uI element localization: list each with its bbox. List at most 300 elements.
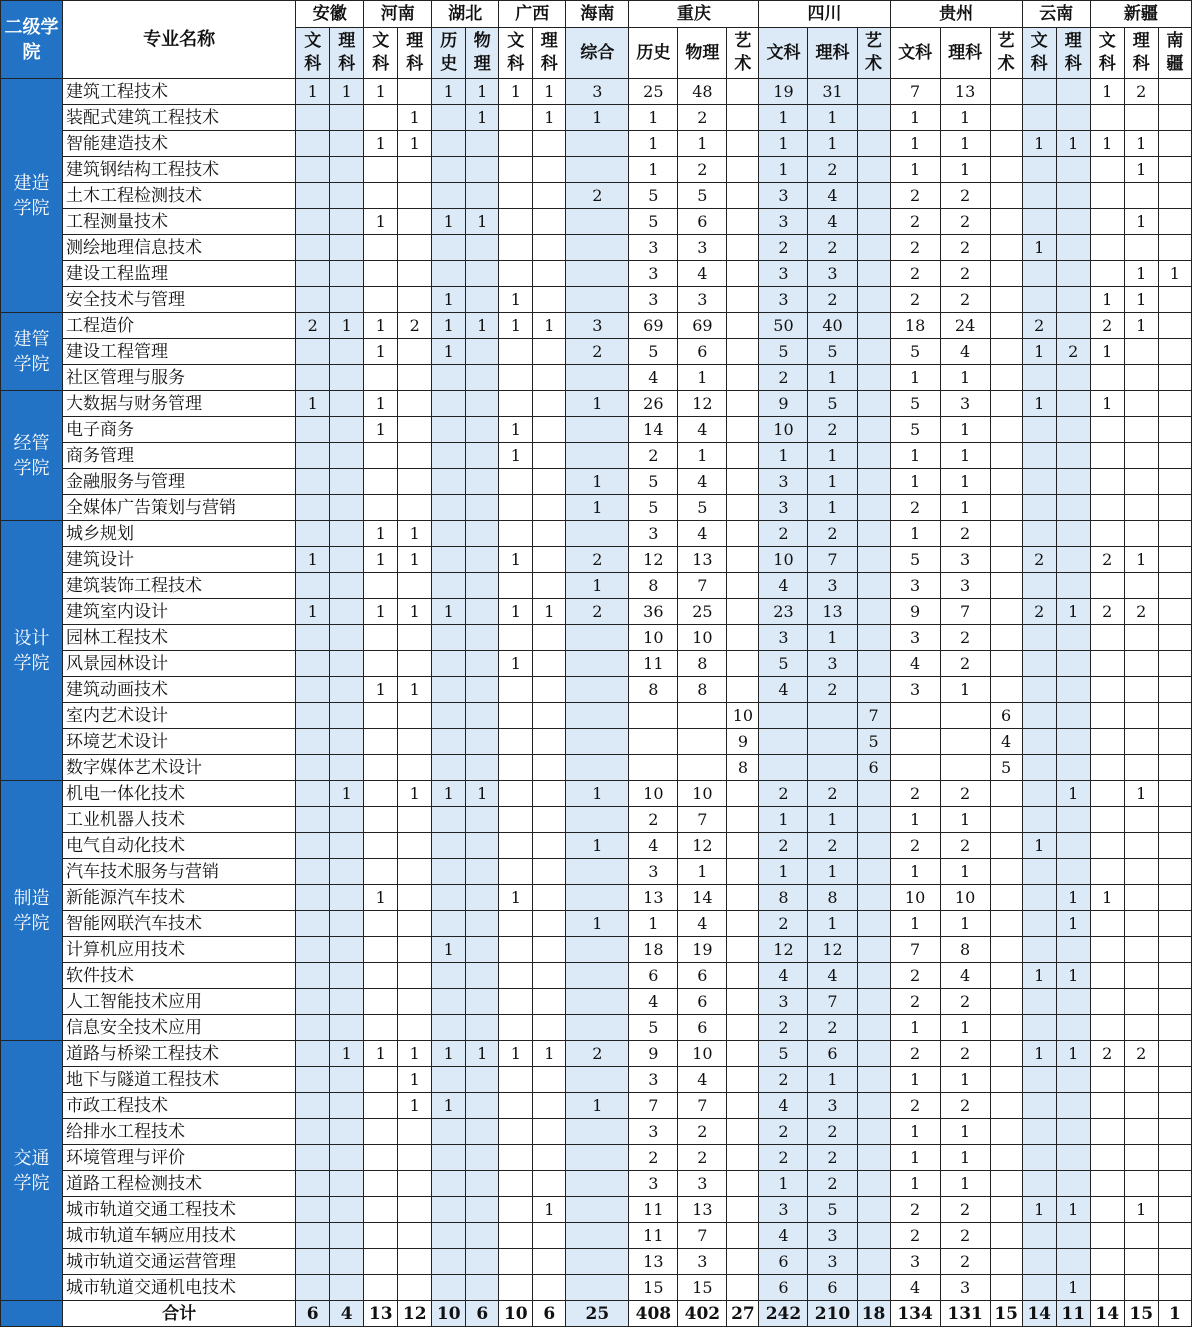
quota-cell [466, 833, 499, 859]
quota-cell [533, 1171, 566, 1197]
quota-cell [364, 1223, 398, 1249]
header-province: 湖北 [432, 1, 499, 28]
quota-cell: 8 [759, 885, 808, 911]
header-subject: 物理 [678, 28, 727, 79]
quota-cell: 1 [890, 521, 940, 547]
quota-cell: 4 [629, 365, 678, 391]
quota-cell: 1 [940, 105, 990, 131]
quota-cell [1124, 1223, 1158, 1249]
quota-cell [727, 1171, 759, 1197]
quota-cell: 1 [940, 807, 990, 833]
quota-cell [499, 131, 533, 157]
quota-cell: 1 [466, 209, 499, 235]
quota-cell [330, 105, 364, 131]
quota-cell: 3 [759, 183, 808, 209]
major-name: 安全技术与管理 [63, 287, 296, 313]
quota-cell [727, 105, 759, 131]
quota-cell [1158, 209, 1191, 235]
quota-cell [296, 807, 330, 833]
quota-cell: 5 [759, 651, 808, 677]
header-subject: 艺术 [727, 28, 759, 79]
quota-cell [499, 1093, 533, 1119]
major-name: 道路工程检测技术 [63, 1171, 296, 1197]
quota-cell: 1 [566, 833, 629, 859]
quota-cell: 3 [678, 1249, 727, 1275]
quota-cell [330, 625, 364, 651]
table-row [1, 1041, 1192, 1067]
quota-cell: 1 [1124, 1197, 1158, 1223]
quota-cell [466, 131, 499, 157]
total-cell: 14 [1022, 1301, 1056, 1327]
header-subject: 艺术 [990, 28, 1022, 79]
quota-cell [857, 313, 890, 339]
quota-cell [533, 1249, 566, 1275]
quota-cell [330, 729, 364, 755]
quota-cell: 5 [629, 495, 678, 521]
quota-cell [1090, 703, 1124, 729]
quota-cell [990, 261, 1022, 287]
quota-cell: 3 [890, 573, 940, 599]
quota-cell [466, 963, 499, 989]
total-cell: 11 [1056, 1301, 1090, 1327]
quota-cell: 1 [432, 209, 466, 235]
quota-cell [1158, 885, 1191, 911]
quota-cell [1022, 911, 1056, 937]
quota-cell: 4 [990, 729, 1022, 755]
quota-cell [466, 1119, 499, 1145]
quota-cell: 1 [432, 781, 466, 807]
quota-cell: 1 [566, 391, 629, 417]
quota-cell [1090, 521, 1124, 547]
quota-cell: 1 [398, 521, 432, 547]
quota-cell: 1 [398, 1041, 432, 1067]
quota-cell [330, 209, 364, 235]
table-row [1, 807, 1192, 833]
quota-cell: 7 [678, 573, 727, 599]
quota-cell [1022, 209, 1056, 235]
quota-cell [499, 339, 533, 365]
table-row [1, 963, 1192, 989]
major-name: 城乡规划 [63, 521, 296, 547]
quota-cell: 2 [759, 781, 808, 807]
quota-cell [1056, 1171, 1090, 1197]
quota-cell: 1 [890, 443, 940, 469]
major-name: 计算机应用技术 [63, 937, 296, 963]
quota-cell: 1 [398, 105, 432, 131]
quota-cell [857, 183, 890, 209]
quota-cell [398, 417, 432, 443]
quota-cell: 3 [759, 261, 808, 287]
quota-cell [1056, 469, 1090, 495]
quota-cell: 2 [940, 989, 990, 1015]
quota-cell: 1 [940, 365, 990, 391]
quota-cell [432, 131, 466, 157]
quota-cell [1158, 1093, 1191, 1119]
quota-cell [330, 989, 364, 1015]
table-row [1, 469, 1192, 495]
quota-cell [499, 1171, 533, 1197]
quota-cell: 1 [940, 1119, 990, 1145]
quota-cell: 1 [432, 339, 466, 365]
quota-cell [727, 79, 759, 105]
quota-cell: 1 [890, 1067, 940, 1093]
quota-cell [566, 365, 629, 391]
quota-cell [432, 963, 466, 989]
quota-cell [727, 183, 759, 209]
quota-cell [466, 859, 499, 885]
table-row [1, 833, 1192, 859]
quota-cell: 2 [1090, 313, 1124, 339]
quota-cell [727, 677, 759, 703]
major-name: 城市轨道交通机电技术 [63, 1275, 296, 1301]
quota-cell [857, 677, 890, 703]
quota-cell: 3 [678, 235, 727, 261]
total-cell: 15 [990, 1301, 1022, 1327]
quota-cell [857, 261, 890, 287]
quota-cell: 1 [466, 105, 499, 131]
quota-cell: 1 [1022, 235, 1056, 261]
quota-cell [566, 1223, 629, 1249]
quota-cell [296, 937, 330, 963]
quota-cell: 8 [940, 937, 990, 963]
quota-cell [1022, 1171, 1056, 1197]
quota-cell: 1 [940, 677, 990, 703]
quota-cell [364, 807, 398, 833]
quota-cell [1022, 261, 1056, 287]
quota-cell [533, 651, 566, 677]
quota-cell [727, 937, 759, 963]
quota-cell [1090, 1015, 1124, 1041]
quota-cell: 1 [890, 157, 940, 183]
header-province: 新疆 [1090, 1, 1191, 28]
quota-cell [857, 495, 890, 521]
quota-cell [1158, 833, 1191, 859]
quota-cell: 1 [432, 937, 466, 963]
quota-cell [330, 807, 364, 833]
quota-cell: 1 [566, 495, 629, 521]
quota-cell: 1 [296, 79, 330, 105]
quota-cell [727, 157, 759, 183]
quota-cell [432, 1119, 466, 1145]
quota-cell [857, 105, 890, 131]
quota-cell: 5 [890, 391, 940, 417]
quota-cell [533, 521, 566, 547]
quota-cell: 2 [1090, 1041, 1124, 1067]
quota-cell [398, 989, 432, 1015]
quota-cell: 1 [808, 105, 857, 131]
quota-cell: 7 [940, 599, 990, 625]
major-name: 装配式建筑工程技术 [63, 105, 296, 131]
quota-cell: 1 [364, 391, 398, 417]
quota-cell [398, 755, 432, 781]
quota-cell: 4 [629, 989, 678, 1015]
quota-cell: 2 [940, 833, 990, 859]
quota-cell: 5 [629, 183, 678, 209]
quota-cell: 8 [629, 573, 678, 599]
quota-cell [566, 287, 629, 313]
quota-cell: 3 [890, 625, 940, 651]
quota-cell [499, 183, 533, 209]
quota-cell [857, 859, 890, 885]
quota-cell: 1 [1090, 885, 1124, 911]
quota-cell: 2 [808, 677, 857, 703]
quota-cell [1022, 781, 1056, 807]
quota-cell [1056, 807, 1090, 833]
quota-cell: 2 [296, 313, 330, 339]
major-name: 汽车技术服务与营销 [63, 859, 296, 885]
major-name: 工程造价 [63, 313, 296, 339]
quota-cell [1022, 443, 1056, 469]
quota-cell: 2 [566, 1041, 629, 1067]
major-name: 给排水工程技术 [63, 1119, 296, 1145]
quota-cell [364, 157, 398, 183]
quota-cell: 1 [398, 677, 432, 703]
table-row [1, 1145, 1192, 1171]
quota-cell [296, 963, 330, 989]
quota-cell [364, 937, 398, 963]
quota-cell: 4 [890, 651, 940, 677]
quota-cell [499, 937, 533, 963]
quota-cell [364, 651, 398, 677]
quota-cell: 8 [727, 755, 759, 781]
major-name: 土木工程检测技术 [63, 183, 296, 209]
quota-cell: 2 [808, 1145, 857, 1171]
quota-cell [1158, 287, 1191, 313]
quota-cell: 10 [759, 417, 808, 443]
major-name: 市政工程技术 [63, 1093, 296, 1119]
quota-cell: 1 [808, 365, 857, 391]
quota-cell: 6 [857, 755, 890, 781]
quota-cell [432, 547, 466, 573]
quota-cell [857, 1171, 890, 1197]
quota-cell: 2 [890, 209, 940, 235]
quota-cell [1056, 209, 1090, 235]
quota-cell [857, 1275, 890, 1301]
quota-cell [330, 521, 364, 547]
table-row [1, 1015, 1192, 1041]
quota-cell [1124, 417, 1158, 443]
major-name: 环境管理与评价 [63, 1145, 296, 1171]
quota-cell: 1 [566, 469, 629, 495]
quota-cell [1124, 833, 1158, 859]
quota-cell [990, 1249, 1022, 1275]
quota-cell: 14 [629, 417, 678, 443]
quota-cell: 40 [808, 313, 857, 339]
quota-cell: 1 [1056, 1197, 1090, 1223]
major-name: 建筑室内设计 [63, 599, 296, 625]
quota-cell [533, 807, 566, 833]
quota-cell: 3 [808, 1249, 857, 1275]
quota-cell [857, 573, 890, 599]
quota-cell [364, 1145, 398, 1171]
quota-cell [990, 937, 1022, 963]
quota-cell [466, 885, 499, 911]
quota-cell: 1 [1056, 599, 1090, 625]
quota-cell [432, 1249, 466, 1275]
quota-cell: 4 [759, 963, 808, 989]
quota-cell [566, 209, 629, 235]
total-label: 合计 [63, 1301, 296, 1327]
quota-cell: 1 [759, 157, 808, 183]
quota-cell [1124, 1171, 1158, 1197]
quota-cell: 2 [1124, 79, 1158, 105]
quota-cell: 1 [432, 1093, 466, 1119]
quota-cell [566, 937, 629, 963]
quota-cell [398, 1275, 432, 1301]
quota-cell: 2 [759, 1119, 808, 1145]
quota-cell [1124, 1275, 1158, 1301]
quota-cell: 3 [629, 1067, 678, 1093]
quota-cell [1158, 417, 1191, 443]
quota-cell [398, 703, 432, 729]
quota-cell: 13 [678, 1197, 727, 1223]
quota-cell [364, 989, 398, 1015]
quota-cell: 1 [364, 677, 398, 703]
major-name: 建设工程监理 [63, 261, 296, 287]
quota-cell: 4 [808, 183, 857, 209]
quota-cell [1090, 469, 1124, 495]
quota-cell [296, 443, 330, 469]
quota-cell [330, 1275, 364, 1301]
quota-cell [727, 365, 759, 391]
quota-cell [727, 989, 759, 1015]
quota-cell [727, 339, 759, 365]
quota-cell [330, 365, 364, 391]
quota-cell [990, 1223, 1022, 1249]
quota-cell: 2 [1022, 547, 1056, 573]
quota-cell [533, 339, 566, 365]
quota-cell [759, 729, 808, 755]
quota-cell: 25 [629, 79, 678, 105]
quota-cell [364, 469, 398, 495]
quota-cell [1022, 1249, 1056, 1275]
quota-cell [1124, 1119, 1158, 1145]
quota-cell: 3 [808, 573, 857, 599]
quota-cell [759, 703, 808, 729]
quota-cell [432, 235, 466, 261]
quota-cell: 69 [678, 313, 727, 339]
quota-cell: 14 [678, 885, 727, 911]
quota-cell [296, 573, 330, 599]
quota-cell: 1 [398, 599, 432, 625]
quota-cell: 4 [759, 573, 808, 599]
quota-cell [1090, 625, 1124, 651]
quota-cell [296, 1275, 330, 1301]
quota-cell [1158, 1275, 1191, 1301]
quota-cell [296, 339, 330, 365]
quota-cell [330, 833, 364, 859]
quota-cell [566, 703, 629, 729]
quota-cell [1056, 79, 1090, 105]
quota-cell [1124, 235, 1158, 261]
quota-cell: 24 [940, 313, 990, 339]
quota-cell [466, 1197, 499, 1223]
quota-cell [466, 937, 499, 963]
major-name: 地下与隧道工程技术 [63, 1067, 296, 1093]
quota-cell: 5 [678, 495, 727, 521]
quota-cell [678, 729, 727, 755]
quota-cell: 2 [808, 1171, 857, 1197]
quota-cell [466, 729, 499, 755]
quota-cell [499, 365, 533, 391]
quota-cell [1124, 1067, 1158, 1093]
quota-cell: 2 [1022, 599, 1056, 625]
quota-cell: 7 [890, 937, 940, 963]
quota-cell [432, 391, 466, 417]
quota-cell [1124, 625, 1158, 651]
quota-cell: 15 [629, 1275, 678, 1301]
quota-cell [1090, 1093, 1124, 1119]
table-row [1, 1249, 1192, 1275]
quota-cell [1158, 1041, 1191, 1067]
quota-cell [1158, 495, 1191, 521]
quota-cell [1022, 1145, 1056, 1171]
quota-cell [432, 157, 466, 183]
major-name: 城市轨道交通运营管理 [63, 1249, 296, 1275]
quota-cell: 2 [566, 547, 629, 573]
quota-cell [566, 1275, 629, 1301]
quota-cell: 4 [678, 521, 727, 547]
quota-cell [432, 625, 466, 651]
quota-cell: 1 [940, 131, 990, 157]
quota-cell: 1 [398, 131, 432, 157]
quota-cell [499, 209, 533, 235]
table-row [1, 495, 1192, 521]
total-cell: 402 [678, 1301, 727, 1327]
quota-cell [990, 1067, 1022, 1093]
quota-cell [566, 1171, 629, 1197]
quota-cell: 2 [940, 651, 990, 677]
quota-cell: 4 [678, 469, 727, 495]
quota-cell: 4 [629, 833, 678, 859]
quota-cell [330, 1119, 364, 1145]
quota-cell: 1 [1090, 287, 1124, 313]
quota-cell: 7 [678, 1093, 727, 1119]
quota-cell: 2 [1090, 599, 1124, 625]
quota-cell [398, 651, 432, 677]
major-name: 城市轨道车辆应用技术 [63, 1223, 296, 1249]
quota-cell [398, 885, 432, 911]
total-cell: 13 [364, 1301, 398, 1327]
quota-cell [499, 157, 533, 183]
quota-cell [990, 833, 1022, 859]
quota-cell [398, 79, 432, 105]
quota-cell [566, 651, 629, 677]
quota-cell [432, 443, 466, 469]
quota-cell: 1 [1124, 157, 1158, 183]
quota-cell: 2 [940, 209, 990, 235]
quota-cell: 3 [759, 625, 808, 651]
quota-cell [330, 183, 364, 209]
quota-cell: 10 [629, 781, 678, 807]
quota-cell [364, 859, 398, 885]
quota-cell [857, 131, 890, 157]
quota-cell: 1 [364, 521, 398, 547]
quota-cell [727, 521, 759, 547]
quota-cell [857, 833, 890, 859]
quota-cell: 2 [808, 521, 857, 547]
quota-cell [1022, 807, 1056, 833]
quota-cell: 1 [364, 79, 398, 105]
quota-cell [727, 963, 759, 989]
quota-cell [990, 1197, 1022, 1223]
quota-cell [990, 599, 1022, 625]
quota-cell: 2 [940, 235, 990, 261]
quota-cell [890, 755, 940, 781]
quota-cell [364, 1249, 398, 1275]
quota-cell [466, 417, 499, 443]
quota-cell [1090, 573, 1124, 599]
